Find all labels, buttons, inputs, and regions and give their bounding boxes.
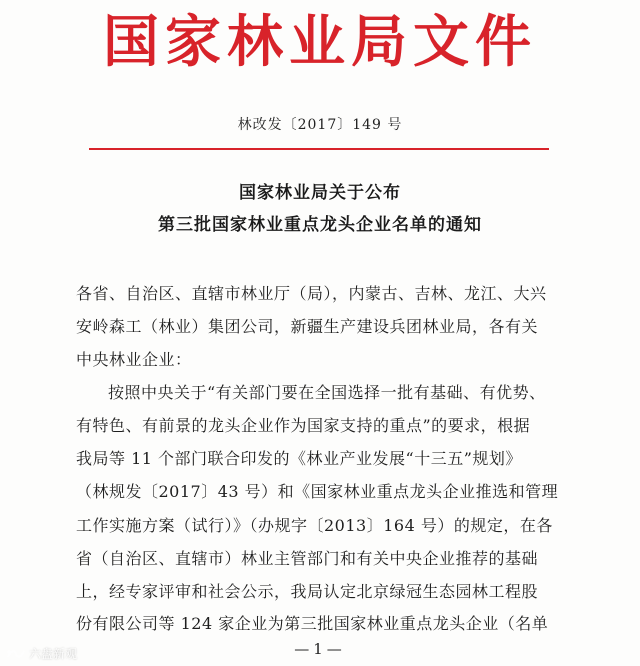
body-line: 省（自治区、直辖市）林业主管部门和有关中央企业推荐的基础 (76, 549, 539, 568)
page-number: —1— (294, 640, 346, 658)
document-number: 林改发〔2017〕149 号 (237, 117, 403, 133)
body-line: 按照中央关于“有关部门要在全国选择一批有基础、有优势、 (108, 383, 546, 402)
body-line: （林规发〔2017〕43 号）和《国家林业重点龙头企业推选和管理 (76, 482, 559, 501)
body-line: 安岭森工（林业）集团公司，新疆生产建设兵团林业局，各有关 (76, 317, 539, 336)
body-line: 有特色、有前景的龙头企业作为国家支持的重点”的要求，根据 (76, 416, 531, 435)
body-line: 份有限公司等 124 家企业为第三批国家林业重点龙头企业（名单 (76, 614, 549, 633)
notice-title-line-1: 国家林业局关于公布 (239, 183, 401, 203)
document-header-title: 国家林业局文件 (103, 9, 537, 75)
body-line: 工作实施方案（试行）》（办规字〔2013〕164 号）的规定，在各 (76, 516, 553, 535)
watermark-logo-icon (6, 648, 26, 660)
notice-title-line-2: 第三批国家林业重点龙头企业名单的通知 (158, 215, 482, 235)
body-line: 各省、自治区、直辖市林业厅（局），内蒙古、吉林、龙江、大兴 (76, 284, 547, 303)
watermark-text: 六盘新观 (29, 647, 78, 661)
body-line: 中央林业企业： (76, 350, 192, 369)
body-line: 我局等 11 个部门联合印发的《林业产业发展“十三五”规划》 (76, 449, 522, 468)
red-divider (89, 148, 549, 150)
watermark (6, 645, 77, 662)
body-line: 上，经专家评审和社会公示，我局认定北京绿冠生态园林工程股 (76, 582, 539, 601)
